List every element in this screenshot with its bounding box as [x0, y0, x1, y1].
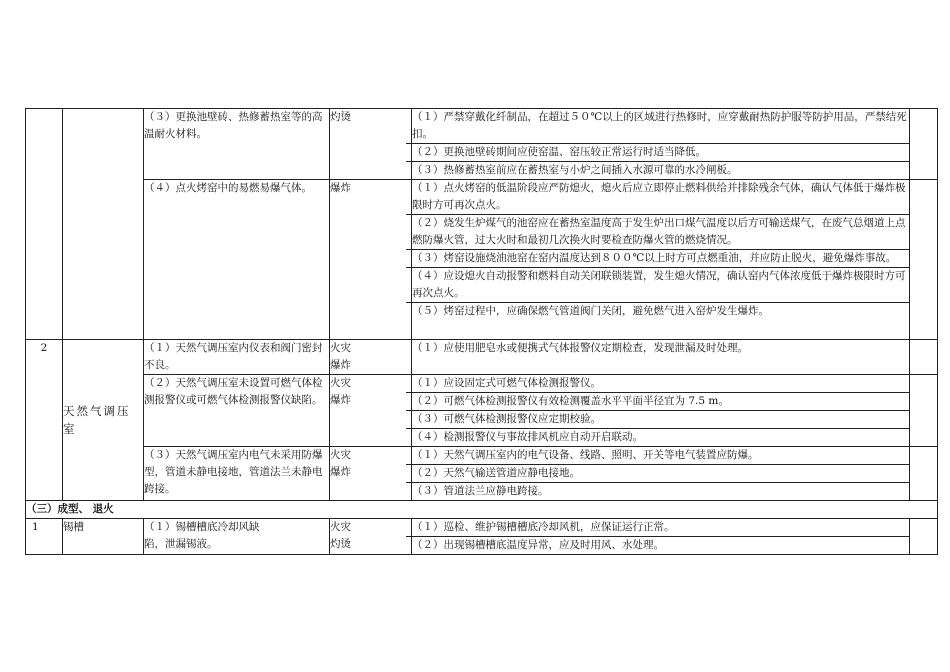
measure-item: （３）烤窑设施烧油池窑在窑内温度达到８００℃以上时方可点燃重油，并应防止脱火，避免爆炸事故。: [406, 249, 909, 267]
table-row: [26, 109, 938, 180]
unit-name-cell: [63, 109, 144, 340]
unit-name-cell: 天然气调压室: [63, 340, 144, 501]
risk-cell: （３）天然气调压室内电气未采用防爆型，管道未静电接地，管道法兰未静电跨接。: [144, 447, 330, 501]
accident-type: 爆炸: [330, 394, 351, 406]
unit-name-cell: 锡槽: [63, 519, 144, 555]
accident-type: 爆炸: [330, 466, 351, 478]
row-number-cell: [26, 109, 63, 340]
measure-item: （１）应使用肥皂水或便携式气体报警仪定期检查，发现泄漏及时处理。: [412, 342, 748, 354]
measure-item: （５）烤窑过程中，应确保燃气管道阀门关闭，避免燃气进入窑炉发生爆炸。: [406, 302, 909, 320]
measures-cell: [412, 180, 910, 340]
risk-line: （１）锡槽槽底冷却风缺: [144, 521, 260, 533]
measures-cell: [412, 447, 910, 501]
measure-item: （１）天然气调压室内的电气设备、线路、照明、开关等电气装置应防爆。: [412, 449, 759, 461]
risk-cell: （４）点火烤窑中的易燃易爆气体。: [144, 180, 330, 340]
risk-line: 陷，泄漏锡液。: [144, 538, 218, 550]
accident-type-cell: 爆炸: [330, 180, 412, 340]
measures-cell: [412, 519, 910, 555]
remarks-cell: [910, 340, 938, 375]
measure-item: （２）烧发生炉煤气的池窑应在蓄热室温度高于发生炉出口煤气温度以后方可输送煤气，在废气总烟道上点燃防爆火管，过大火时和最初几次换火时要检查防爆火管的燃烧情况。: [406, 214, 909, 249]
row-number-cell: 1: [26, 519, 63, 555]
risk-cell: （１）天然气调压室内仪表和阀门密封不良。: [144, 340, 330, 375]
measure-item: （３）管道法兰应静电跨接。: [406, 482, 909, 500]
accident-type-cell: [330, 375, 412, 447]
table-row: [26, 340, 938, 375]
measure-item: （４）检测报警仪与事故排风机应自动开启联动。: [406, 428, 909, 446]
measure-item: （２）出现锡槽槽底温度异常，应及时用风、水处理。: [406, 536, 909, 554]
remarks-cell: [910, 180, 938, 340]
accident-type: 灼烫: [330, 538, 351, 550]
row-number-cell: 2: [26, 340, 63, 501]
measure-item: （１）应设固定式可燃气体检测报警仪。: [412, 377, 601, 389]
accident-type-cell: [330, 340, 412, 375]
accident-type: 火灾: [330, 377, 351, 389]
remarks-cell: [910, 109, 938, 180]
remarks-cell: [910, 447, 938, 501]
section-heading: （三）成型、 退火: [26, 501, 938, 519]
accident-type: 火灾: [330, 342, 351, 354]
remarks-cell: [910, 375, 938, 447]
accident-type-cell: 灼烫: [330, 109, 412, 180]
measure-item: （３）可燃气体检测报警仪应定期校验。: [406, 410, 909, 428]
accident-type: 火灾: [330, 449, 351, 461]
accident-type-cell: [330, 519, 412, 555]
measure-item: （４）应设熄火自动报警和燃料自动关闭联锁装置，发生熄火情况，确认窑内气体浓度低于爆炸极限时方可再次点火。: [406, 267, 909, 302]
measure-item: （２）天然气输送管道应静电接地。: [406, 464, 909, 482]
measure-item: （１）巡检、维护锡槽槽底冷却风机，应保证运行正常。: [412, 521, 675, 533]
table-row: [26, 180, 938, 340]
remarks-cell: [910, 519, 938, 555]
measures-cell: [412, 109, 910, 180]
hazard-table: [25, 108, 938, 555]
risk-cell: [144, 519, 330, 555]
measure-item: （２）更换池壁砖期间应使窑温、窑压较正常运行时适当降低。: [406, 143, 909, 161]
accident-type: 爆炸: [330, 359, 351, 371]
measures-cell: [412, 340, 910, 375]
measures-cell: [412, 375, 910, 447]
table-row: [26, 375, 938, 447]
risk-cell: （３）更换池壁砖、热修蓄热室等的高温耐火材料。: [144, 109, 330, 180]
table-row: [26, 501, 938, 519]
risk-cell: （２）天然气调压室未设置可燃气体检测报警仪或可燃气体检测报警仪缺陷。: [144, 375, 330, 447]
table-row: [26, 447, 938, 501]
accident-type-cell: [330, 447, 412, 501]
measure-item: （１）严禁穿戴化纤制品，在超过５０℃以上的区域进行热修时，应穿戴耐热防护服等防护用品，严禁结死扣。: [412, 111, 907, 140]
table-row: [26, 519, 938, 555]
measure-item: （３）热修蓄热室前应在蓄热室与小炉之间插入水源可靠的水冷闸板。: [406, 161, 909, 179]
measure-item: （１）点火烤窑的低温阶段应严防熄火，熄火后应立即停止燃料供给并排除残余气体，确认气体低于爆炸极限时方可再次点火。: [412, 182, 906, 211]
accident-type: 火灾: [330, 521, 351, 533]
measure-item: （２）可燃气体检测报警仪有效检测覆盖水平平面半径宜为 7.5 m。: [406, 392, 909, 410]
